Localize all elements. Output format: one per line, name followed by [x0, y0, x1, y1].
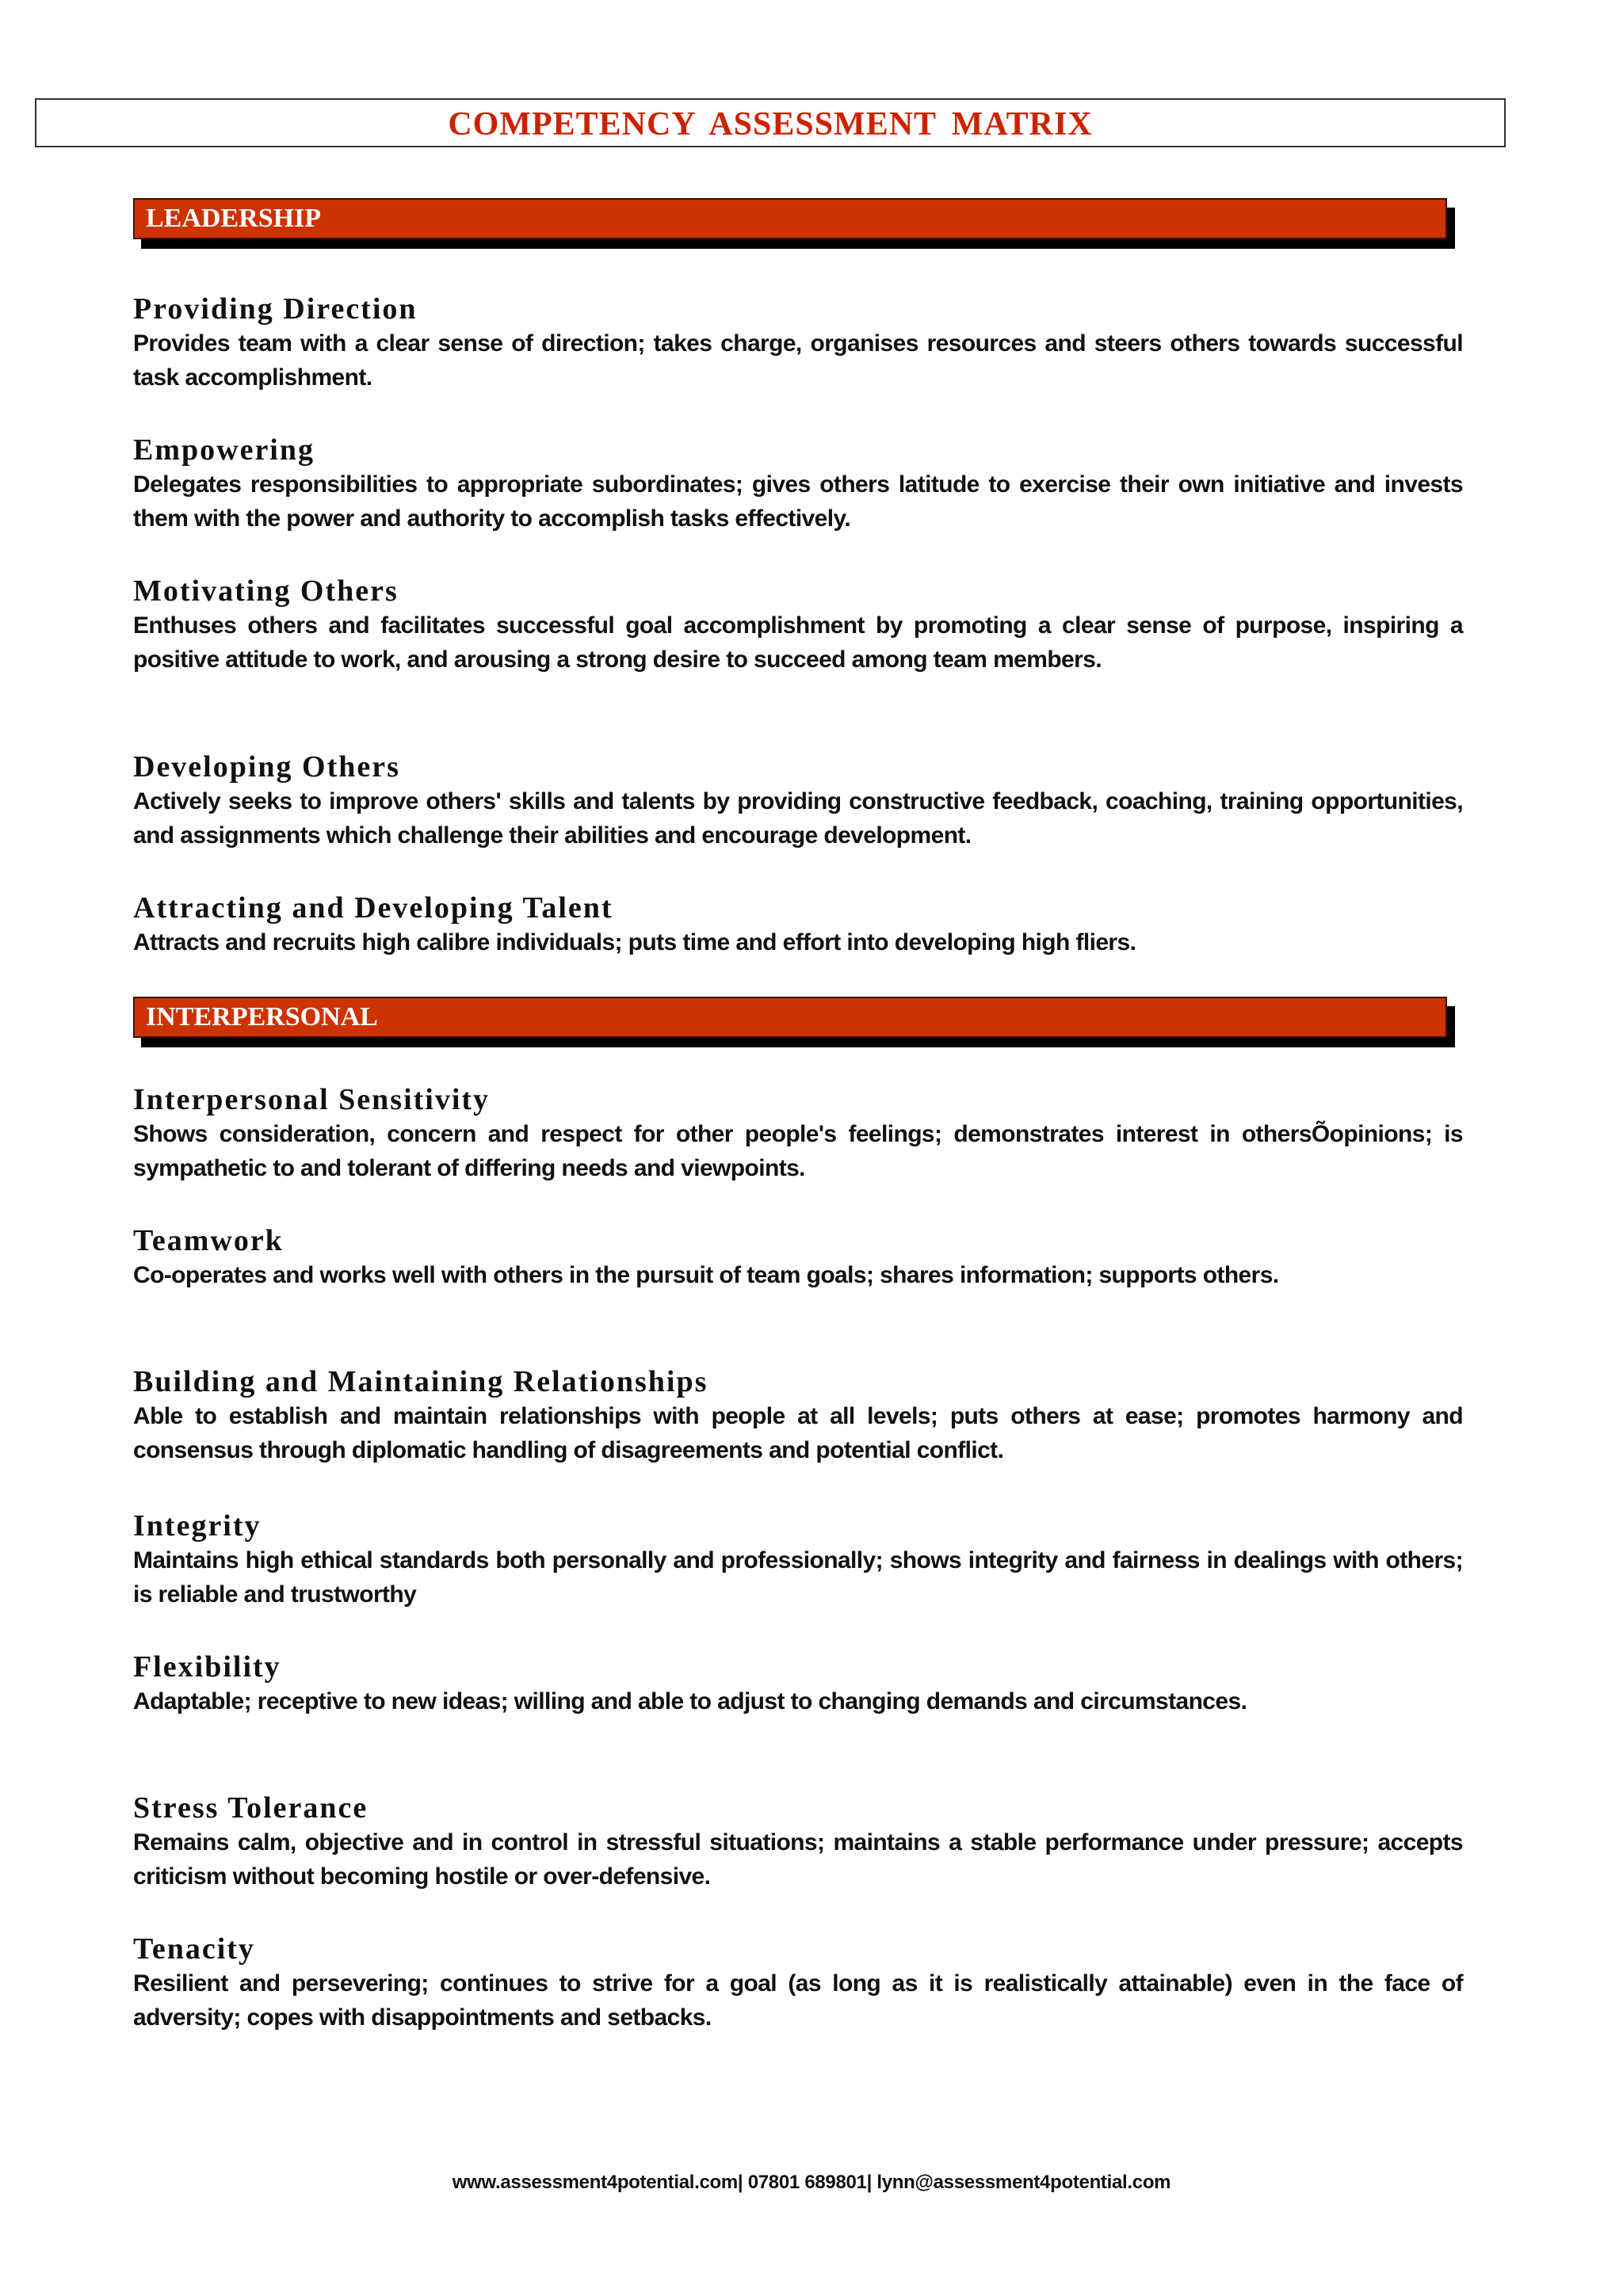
competency-description: Resilient and persevering; continues to strive for a goal (as long as it is realistically attainable) even in the face of adversity; copes with disappointments and setbacks. [133, 1970, 1463, 2031]
competency-stress-tolerance [133, 1791, 1463, 1894]
competency-title: Developing Others [133, 750, 400, 784]
competency-description: Delegates responsibilities to appropriate subordinates; gives others latitude to exercise their own initiative and invests them with the power and authority to accomplish tasks effectively. [133, 471, 1463, 532]
competency-integrity [133, 1508, 1463, 1611]
competency-flexibility [133, 1650, 1463, 1718]
section-label: INTERPERSONAL [146, 1002, 378, 1032]
competency-description: Able to establish and maintain relationships with people at all levels; puts others at ease; promotes harmony and consensus through diplomatic handling of disagreements and potential conflict. [133, 1403, 1463, 1463]
competency-title: Teamwork [133, 1224, 284, 1257]
competency-description: Actively seeks to improve others' skills and talents by providing constructive feedback, coaching, training opportunities, and assignments which challenge their abilities and encourage development. [133, 788, 1463, 849]
competency-description: Attracts and recruits high calibre individuals; puts time and effort into developing high fliers. [133, 929, 1136, 955]
competency-teamwork [133, 1223, 1463, 1292]
competency-title: Building and Maintaining Relationships [133, 1365, 708, 1398]
competency-developing-others [133, 749, 1463, 852]
competency-description: Remains calm, objective and in control in stressful situations; maintains a stable performance under pressure; accepts criticism without becoming hostile or over-defensive. [133, 1829, 1463, 1890]
document-title: COMPETENCY ASSESSMENT MATRIX [448, 106, 1093, 143]
competency-tenacity [133, 1932, 1463, 2035]
competency-title: Tenacity [133, 1932, 255, 1966]
competency-building-relationships [133, 1364, 1463, 1467]
competency-empowering [133, 433, 1463, 536]
competency-title: Integrity [133, 1509, 262, 1543]
document-title-box [35, 98, 1506, 147]
section-header-leadership [133, 198, 1447, 239]
competency-providing-direction [133, 292, 1463, 395]
competency-title: Interpersonal Sensitivity [133, 1083, 491, 1116]
competency-title: Empowering [133, 433, 315, 467]
competency-attracting-developing-talent [133, 891, 1463, 959]
competency-description: Adaptable; receptive to new ideas; willing and able to adjust to changing demands and circumstances. [133, 1688, 1247, 1714]
competency-title: Flexibility [133, 1650, 281, 1684]
competency-interpersonal-sensitivity [133, 1082, 1463, 1185]
footer-contact: www.assessment4potential.com| 07801 689801| lynn@assessment4potential.com [452, 2172, 1171, 2193]
competency-description: Maintains high ethical standards both personally and professionally; shows integrity and fairness in dealings with others; is reliable and trustworthy [133, 1547, 1463, 1608]
competency-title: Providing Direction [133, 292, 418, 326]
competency-description: Provides team with a clear sense of direction; takes charge, organises resources and steers others towards successful task accomplishment. [133, 330, 1463, 391]
competency-title: Motivating Others [133, 574, 399, 608]
section-header-interpersonal [133, 997, 1447, 1038]
competency-description: Enthuses others and facilitates successful goal accomplishment by promoting a clear sense of purpose, inspiring a positive attitude to work, and arousing a strong desire to succeed among team members. [133, 612, 1463, 673]
section-label: LEADERSHIP [146, 204, 322, 233]
competency-title: Attracting and Developing Talent [133, 891, 613, 925]
competency-title: Stress Tolerance [133, 1791, 369, 1825]
competency-motivating-others [133, 574, 1463, 677]
competency-description: Shows consideration, concern and respect for other people's feelings; demonstrates interest in othersÕopinions; is sympathetic to and tolerant of differing needs and viewpoints. [133, 1121, 1463, 1181]
competency-description: Co-operates and works well with others in the pursuit of team goals; shares information; supports others. [133, 1262, 1279, 1288]
